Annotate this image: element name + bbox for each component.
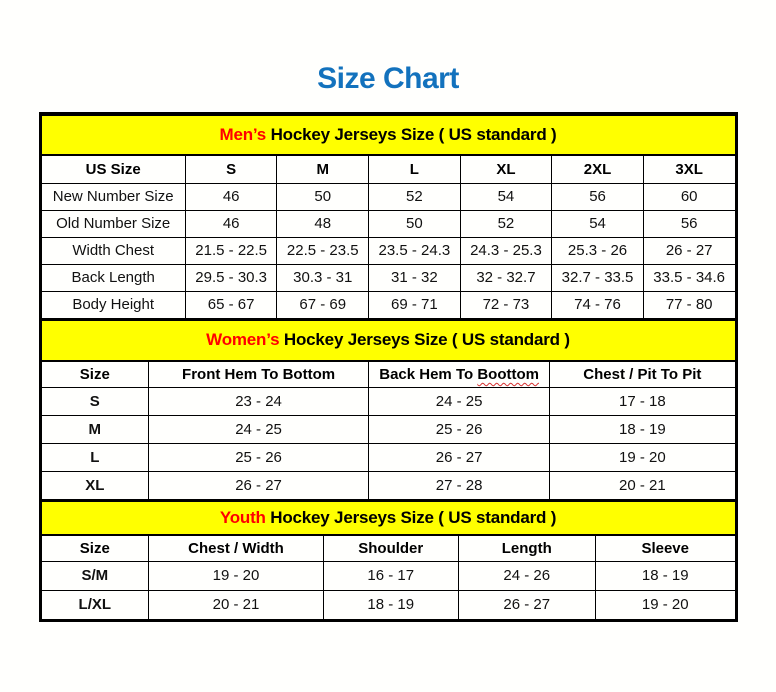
youth-col-header: Shoulder <box>323 535 458 561</box>
womens-band-highlight: Women’s <box>206 330 280 349</box>
youth-col-header: Length <box>458 535 595 561</box>
row-label: Width Chest <box>41 237 185 264</box>
cell: 54 <box>552 210 644 237</box>
cell: 72 - 73 <box>460 291 552 318</box>
table-row <box>41 237 735 264</box>
cell: 50 <box>277 183 369 210</box>
table-row <box>41 210 735 237</box>
mens-section-band <box>41 115 735 155</box>
youth-col-header: Sleeve <box>595 535 735 561</box>
womens-col-header: Size <box>41 361 149 388</box>
cell: 46 <box>185 210 277 237</box>
table-row <box>41 416 735 444</box>
cell: 26 - 27 <box>369 444 550 472</box>
row-label: Old Number Size <box>41 210 185 237</box>
cell: 56 <box>552 183 644 210</box>
cell: 60 <box>643 183 735 210</box>
mens-header-row <box>41 155 735 183</box>
cell: 24 - 26 <box>458 561 595 590</box>
cell: 19 - 20 <box>550 444 735 472</box>
misspell-word: Boottom <box>477 365 539 383</box>
table-row <box>41 561 735 590</box>
cell: 50 <box>369 210 461 237</box>
misspell-prefix: Back Hem To <box>379 365 478 383</box>
row-label: M <box>41 416 149 444</box>
youth-section-band <box>41 501 735 535</box>
cell: 19 - 20 <box>149 561 324 590</box>
cell: 32.7 - 33.5 <box>552 264 644 291</box>
cell: 18 - 19 <box>595 561 735 590</box>
cell: 65 - 67 <box>185 291 277 318</box>
row-label: L <box>41 444 149 472</box>
cell: 24.3 - 25.3 <box>460 237 552 264</box>
cell: 69 - 71 <box>369 291 461 318</box>
youth-col-header: Size <box>41 535 149 561</box>
cell: 26 - 27 <box>643 237 735 264</box>
cell: 25.3 - 26 <box>552 237 644 264</box>
womens-header-row <box>41 361 735 388</box>
cell: 77 - 80 <box>643 291 735 318</box>
youth-size-table <box>41 500 736 620</box>
cell: 26 - 27 <box>458 590 595 619</box>
womens-band-title <box>41 320 735 361</box>
womens-col-header-misspelled <box>369 361 550 388</box>
cell: 23.5 - 24.3 <box>369 237 461 264</box>
cell: 21.5 - 22.5 <box>185 237 277 264</box>
mens-col-header: M <box>277 155 369 183</box>
cell: 46 <box>185 183 277 210</box>
table-row <box>41 590 735 619</box>
cell: 67 - 69 <box>277 291 369 318</box>
cell: 25 - 26 <box>149 444 369 472</box>
table-row <box>41 264 735 291</box>
cell: 52 <box>460 210 552 237</box>
cell: 29.5 - 30.3 <box>185 264 277 291</box>
mens-col-header: XL <box>460 155 552 183</box>
row-label: New Number Size <box>41 183 185 210</box>
cell: 23 - 24 <box>149 388 369 416</box>
table-row <box>41 444 735 472</box>
row-label: S <box>41 388 149 416</box>
cell: 18 - 19 <box>550 416 735 444</box>
size-chart-container <box>39 112 738 622</box>
cell: 30.3 - 31 <box>277 264 369 291</box>
row-label: XL <box>41 472 149 500</box>
cell: 16 - 17 <box>323 561 458 590</box>
womens-col-header: Chest / Pit To Pit <box>550 361 735 388</box>
cell: 33.5 - 34.6 <box>643 264 735 291</box>
mens-band-text: Hockey Jerseys Size ( US standard ) <box>266 125 557 144</box>
cell: 27 - 28 <box>369 472 550 500</box>
mens-col-header: 2XL <box>552 155 644 183</box>
cell: 18 - 19 <box>323 590 458 619</box>
table-row <box>41 388 735 416</box>
cell: 19 - 20 <box>595 590 735 619</box>
mens-band-highlight: Men’s <box>219 125 267 144</box>
womens-band-text: Hockey Jerseys Size ( US standard ) <box>279 330 570 349</box>
cell: 74 - 76 <box>552 291 644 318</box>
cell: 20 - 21 <box>550 472 735 500</box>
cell: 24 - 25 <box>149 416 369 444</box>
mens-col-header: S <box>185 155 277 183</box>
mens-col-header: US Size <box>41 155 185 183</box>
youth-header-row <box>41 535 735 561</box>
cell: 54 <box>460 183 552 210</box>
cell: 17 - 18 <box>550 388 735 416</box>
table-row <box>41 472 735 500</box>
table-row <box>41 291 735 318</box>
youth-band-highlight: Youth <box>219 508 266 527</box>
cell: 25 - 26 <box>369 416 550 444</box>
cell: 56 <box>643 210 735 237</box>
table-row <box>41 183 735 210</box>
cell: 52 <box>369 183 461 210</box>
youth-band-title <box>41 501 735 535</box>
mens-band-title <box>41 115 735 155</box>
page-title: Size Chart <box>317 62 459 95</box>
cell: 32 - 32.7 <box>460 264 552 291</box>
mens-col-header: 3XL <box>643 155 735 183</box>
youth-band-text: Hockey Jerseys Size ( US standard ) <box>265 508 557 527</box>
womens-section-band <box>41 320 735 361</box>
row-label: S/M <box>41 561 149 590</box>
mens-size-table <box>41 114 736 319</box>
cell: 22.5 - 23.5 <box>277 237 369 264</box>
youth-col-header: Chest / Width <box>149 535 324 561</box>
cell: 26 - 27 <box>149 472 369 500</box>
mens-col-header: L <box>369 155 461 183</box>
row-label: Back Length <box>41 264 185 291</box>
cell: 24 - 25 <box>369 388 550 416</box>
cell: 48 <box>277 210 369 237</box>
cell: 31 - 32 <box>369 264 461 291</box>
row-label: L/XL <box>41 590 149 619</box>
cell: 20 - 21 <box>149 590 324 619</box>
womens-col-header: Front Hem To Bottom <box>149 361 369 388</box>
womens-size-table <box>41 319 736 501</box>
row-label: Body Height <box>41 291 185 318</box>
